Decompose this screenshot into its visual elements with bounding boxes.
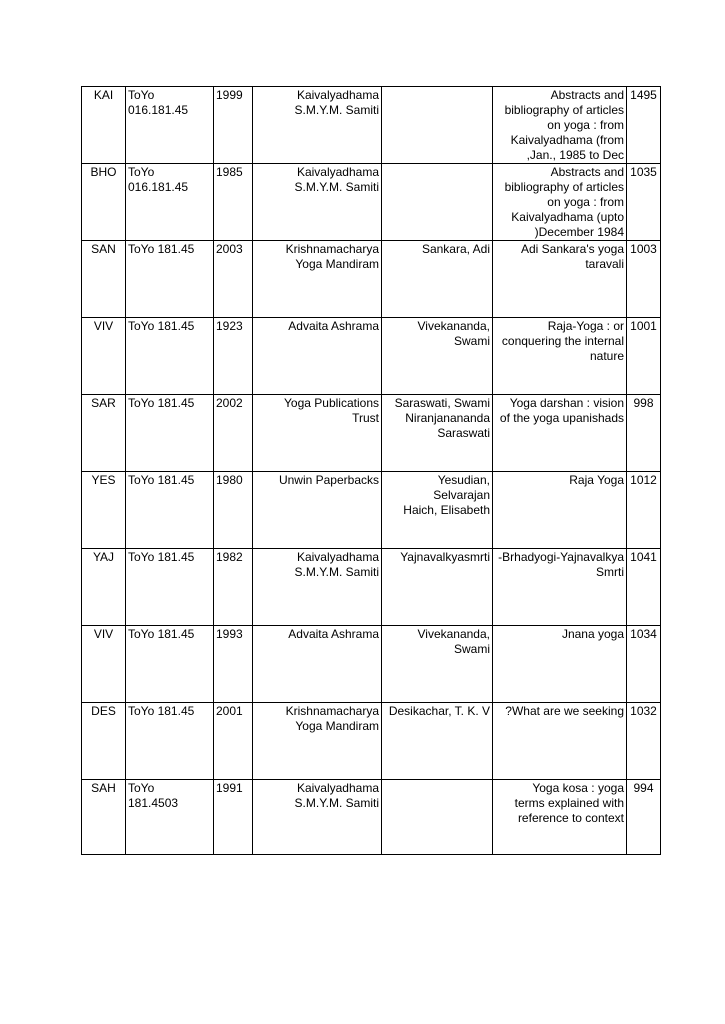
call-number-line: ToYo 181.45 [128, 473, 195, 487]
author-cell [382, 549, 493, 626]
publisher-line: Kaivalyadhama [296, 165, 379, 179]
library-code-cell [82, 549, 126, 626]
author-line: ,Vivekananda [417, 627, 490, 641]
title-cell [493, 780, 627, 855]
record-number-text: 1041 [630, 550, 657, 564]
title-cell [493, 241, 627, 318]
publisher-line: S.M.Y.M. Samiti [294, 565, 379, 579]
call-number-cell [126, 164, 214, 241]
title-cell [493, 318, 627, 395]
table-row [82, 241, 661, 318]
publisher-line: S.M.Y.M. Samiti [294, 796, 379, 810]
library-code-text: VIV [93, 627, 114, 641]
table-row [82, 164, 661, 241]
call-number-line: 016.181.45 [128, 180, 189, 194]
year-cell [214, 780, 253, 855]
library-code-text: KAI [93, 88, 114, 102]
year-text: 2003 [216, 242, 243, 256]
call-number-cell [126, 395, 214, 472]
author-line: Sankara, Adi [421, 242, 490, 256]
author-cell [382, 703, 493, 780]
call-number-cell [126, 626, 214, 703]
publisher-line: Krishnamacharya [285, 242, 379, 256]
title-line: conquering the internal [501, 334, 624, 348]
title-cell [493, 164, 627, 241]
publisher-line: Trust [352, 411, 379, 425]
author-line: Niranjanananda [405, 411, 490, 425]
record-number-cell [627, 318, 661, 395]
year-text: 2001 [216, 704, 243, 718]
publisher-line: Yoga Mandiram [295, 719, 379, 733]
call-number-line: 181.4503 [128, 796, 179, 810]
library-code-cell [82, 472, 126, 549]
author-cell [382, 241, 493, 318]
year-text: 2002 [216, 396, 243, 410]
table-row [82, 703, 661, 780]
call-number-line: ToYo [128, 165, 155, 179]
call-number-line: ToYo 181.45 [128, 627, 195, 641]
title-line: Raja Yoga [569, 473, 624, 487]
year-text: 1999 [216, 88, 243, 102]
title-line: -Brhadyogi-Yajnavalkya [498, 550, 624, 564]
library-code-cell [82, 395, 126, 472]
record-number-cell [627, 549, 661, 626]
call-number-line: ToYo 181.45 [128, 550, 195, 564]
table-row [82, 549, 661, 626]
table-row [82, 626, 661, 703]
year-text: 1980 [216, 473, 243, 487]
record-number-cell [627, 703, 661, 780]
author-line: Swami [453, 334, 490, 348]
call-number-line: ToYo [128, 781, 155, 795]
call-number-cell [126, 549, 214, 626]
library-code-text: YES [91, 473, 116, 487]
year-cell [214, 241, 253, 318]
table-row [82, 87, 661, 164]
library-code-text: YAJ [92, 550, 115, 564]
record-number-text: 1012 [630, 473, 657, 487]
catalog-body [82, 87, 661, 855]
title-cell [493, 395, 627, 472]
publisher-line: S.M.Y.M. Samiti [294, 103, 379, 117]
publisher-line: S.M.Y.M. Samiti [294, 180, 379, 194]
publisher-line: Kaivalyadhama [296, 88, 379, 102]
title-line: Jnana yoga [561, 627, 624, 641]
title-line: Yoga darshan : vision [509, 396, 624, 410]
library-code-text: SAR [91, 396, 116, 410]
author-line: Swami [453, 642, 490, 656]
year-text: 1993 [216, 627, 243, 641]
title-cell [493, 549, 627, 626]
table-row [82, 318, 661, 395]
call-number-cell [126, 780, 214, 855]
record-number-text: 994 [633, 781, 654, 795]
call-number-line: ToYo 181.45 [128, 242, 195, 256]
publisher-cell [253, 780, 382, 855]
publisher-cell [253, 87, 382, 164]
author-line: ,Vivekananda [417, 319, 490, 333]
author-line: Desikachar, T. K. V [388, 704, 490, 718]
call-number-line: ToYo [128, 88, 155, 102]
title-line: reference to context [517, 811, 624, 825]
title-line: taravali [585, 257, 624, 271]
title-line: ,Jan., 1985 to Dec [526, 148, 624, 162]
title-line: bibliography of articles [504, 180, 624, 194]
publisher-cell [253, 164, 382, 241]
title-line: Raja-Yoga : or [547, 319, 624, 333]
title-line: Abstracts and [550, 88, 624, 102]
publisher-cell [253, 241, 382, 318]
library-code-text: DES [91, 704, 116, 718]
author-cell [382, 780, 493, 855]
year-cell [214, 87, 253, 164]
publisher-line: Yoga Publications [284, 396, 379, 410]
library-code-cell [82, 703, 126, 780]
catalog-table [81, 86, 661, 855]
publisher-cell [253, 549, 382, 626]
table-row [82, 472, 661, 549]
call-number-cell [126, 703, 214, 780]
author-cell [382, 395, 493, 472]
publisher-cell [253, 626, 382, 703]
title-line: ?What are we seeking [505, 704, 624, 718]
library-code-cell [82, 164, 126, 241]
record-number-cell [627, 241, 661, 318]
publisher-line: Yoga Mandiram [295, 257, 379, 271]
record-number-cell [627, 164, 661, 241]
title-line: nature [589, 349, 624, 363]
call-number-cell [126, 241, 214, 318]
library-code-text: SAH [91, 781, 116, 795]
record-number-cell [627, 780, 661, 855]
title-cell [493, 472, 627, 549]
title-line: Kaivalyadhama (from [510, 133, 624, 147]
year-cell [214, 164, 253, 241]
title-line: Adi Sankara's yoga [520, 242, 624, 256]
author-line: Saraswati, Swami [394, 396, 490, 410]
author-cell [382, 472, 493, 549]
record-number-cell [627, 395, 661, 472]
call-number-cell [126, 318, 214, 395]
publisher-line: Kaivalyadhama [296, 550, 379, 564]
publisher-line: Krishnamacharya [285, 704, 379, 718]
record-number-text: 1001 [630, 319, 657, 333]
record-number-text: 1003 [630, 242, 657, 256]
record-number-cell [627, 87, 661, 164]
library-code-cell [82, 241, 126, 318]
library-code-cell [82, 318, 126, 395]
title-line: Abstracts and [550, 165, 624, 179]
library-code-text: VIV [93, 319, 114, 333]
title-line: )December 1984 [534, 225, 624, 239]
author-line: Yajnavalkyasmrti [400, 550, 490, 564]
title-line: bibliography of articles [504, 103, 624, 117]
call-number-line: 016.181.45 [128, 103, 189, 117]
publisher-line: Kaivalyadhama [296, 781, 379, 795]
title-cell [493, 703, 627, 780]
title-line: terms explained with [514, 796, 624, 810]
table-row [82, 395, 661, 472]
year-text: 1982 [216, 550, 243, 564]
year-cell [214, 395, 253, 472]
title-line: Smrti [596, 565, 624, 579]
year-text: 1985 [216, 165, 243, 179]
author-line: Saraswati [437, 426, 490, 440]
publisher-cell [253, 472, 382, 549]
library-code-text: SAN [91, 242, 116, 256]
record-number-text: 998 [633, 396, 654, 410]
call-number-cell [126, 87, 214, 164]
year-cell [214, 549, 253, 626]
title-line: Yoga kosa : yoga [532, 781, 624, 795]
author-cell [382, 164, 493, 241]
publisher-line: Unwin Paperbacks [278, 473, 379, 487]
call-number-line: ToYo 181.45 [128, 396, 195, 410]
year-cell [214, 626, 253, 703]
library-code-cell [82, 87, 126, 164]
call-number-line: ToYo 181.45 [128, 704, 195, 718]
library-code-cell [82, 626, 126, 703]
year-cell [214, 703, 253, 780]
publisher-line: Advaita Ashrama [288, 319, 379, 333]
author-cell [382, 87, 493, 164]
title-line: Kaivalyadhama (upto [511, 210, 624, 224]
record-number-cell [627, 626, 661, 703]
publisher-cell [253, 395, 382, 472]
publisher-cell [253, 703, 382, 780]
call-number-line: ToYo 181.45 [128, 319, 195, 333]
title-line: on yoga : from [547, 195, 624, 209]
title-line: of the yoga upanishads [499, 411, 624, 425]
year-text: 1991 [216, 781, 243, 795]
library-code-text: BHO [90, 165, 117, 179]
record-number-cell [627, 472, 661, 549]
publisher-cell [253, 318, 382, 395]
year-cell [214, 472, 253, 549]
author-cell [382, 626, 493, 703]
publisher-line: Advaita Ashrama [288, 627, 379, 641]
library-code-cell [82, 780, 126, 855]
record-number-text: 1035 [630, 165, 657, 179]
author-line: Selvarajan [433, 488, 490, 502]
year-cell [214, 318, 253, 395]
record-number-text: 1495 [630, 88, 657, 102]
table-row [82, 780, 661, 855]
year-text: 1923 [216, 319, 243, 333]
title-cell [493, 87, 627, 164]
call-number-cell [126, 472, 214, 549]
title-cell [493, 626, 627, 703]
author-cell [382, 318, 493, 395]
record-number-text: 1034 [630, 627, 657, 641]
author-line: Haich, Elisabeth [403, 503, 490, 517]
title-line: on yoga : from [547, 118, 624, 132]
author-line: ,Yesudian [437, 473, 490, 487]
record-number-text: 1032 [630, 704, 657, 718]
